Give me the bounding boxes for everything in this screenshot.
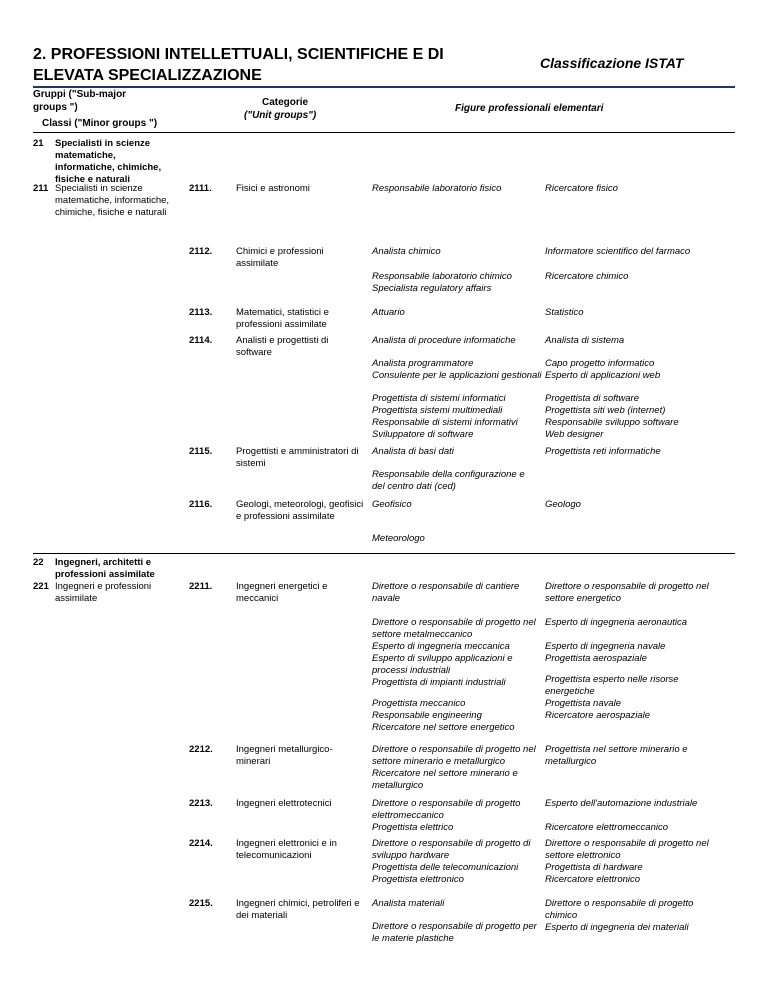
- category-label: Ingegneri chimici, petroliferi e dei materiali: [236, 898, 360, 921]
- page-title: 2. PROFESSIONI INTELLETTUALI, SCIENTIFICHE E DI ELEVATA SPECIALIZZAZIONE: [33, 46, 444, 84]
- figure-item: Attuario: [372, 307, 405, 318]
- group-code: 22: [33, 557, 44, 568]
- figure-item: Progettista nel settore minerario e metallurgico: [545, 744, 688, 767]
- category-code: 2111.: [189, 183, 212, 194]
- category-code: 2115.: [189, 446, 213, 457]
- figure-item: Esperto di ingegneria navale Progettista aerospaziale: [545, 641, 666, 664]
- figure-item: Direttore o responsabile di progetto nel settore energetico: [545, 581, 709, 604]
- figure-item: Esperto dell'automazione industriale: [545, 798, 698, 809]
- class-code: 211: [33, 183, 49, 194]
- category-code: 2211.: [189, 581, 213, 592]
- header-figure: Figure professionali elementari: [455, 103, 604, 114]
- section-separator: [33, 553, 735, 554]
- figure-item: Progettista meccanico Responsabile engineering Ricercatore nel settore energetico: [372, 698, 515, 733]
- category-code: 2112.: [189, 246, 213, 257]
- header-categorie-1: Categorie: [262, 97, 309, 108]
- category-label: Ingegneri elettronici e in telecomunicazioni: [236, 838, 337, 861]
- figure-item: Responsabile laboratorio fisico: [372, 183, 502, 194]
- figure-item: Meteorologo: [372, 533, 425, 544]
- figure-item: Analista materiali: [372, 898, 445, 909]
- class-label: Ingegneri e professioni assimilate: [55, 581, 152, 604]
- category-label: Matematici, statistici e professioni assimilate: [236, 307, 329, 330]
- figure-item: Ricercatore fisico: [545, 183, 618, 194]
- classification-label: Classificazione ISTAT: [540, 55, 684, 71]
- category-code: 2215.: [189, 898, 213, 909]
- figure-item: Informatore scientifico del farmaco: [545, 246, 691, 257]
- figure-item: Capo progetto informatico Esperto di applicazioni web: [545, 358, 661, 381]
- figure-item: Direttore o responsabile di progetto nel settore minerario e metallurgico Ricercatore nel settore minerario e metallurgico: [372, 744, 536, 791]
- figure-item: Progettista di sistemi informatici Progettista sistemi multimediali Responsabile di sistemi informativi Sviluppatore di software: [372, 393, 518, 440]
- header-rule: [33, 86, 735, 88]
- figure-item: Analista di basi dati: [372, 446, 454, 457]
- class-label: Specialisti in scienze matematiche, informatiche, chimiche, fisiche e naturali: [55, 183, 170, 218]
- figure-item: Analista programmatore Consulente per le applicazioni gestionali: [372, 358, 542, 381]
- figure-item: Ricercatore chimico: [545, 271, 629, 282]
- header-gruppi-1: Gruppi ("Sub-major: [33, 89, 127, 100]
- figure-item: Direttore o responsabile di cantiere navale: [372, 581, 520, 604]
- figure-item: Statistico: [545, 307, 584, 318]
- category-code: 2212.: [189, 744, 213, 755]
- group-label: Ingegneri, architetti e professioni assimilate: [55, 557, 155, 580]
- figure-item: Direttore o responsabile di progetto per le materie plastiche: [372, 921, 537, 944]
- category-label: Chimici e professioni assimilate: [236, 246, 324, 269]
- category-code: 2214.: [189, 838, 213, 849]
- figure-item: Direttore o responsabile di progetto elettromeccanico Progettista elettrico: [372, 798, 521, 833]
- header-separator: [33, 132, 735, 133]
- category-code: 2116.: [189, 499, 213, 510]
- group-label: Specialisti in scienze matematiche, informatiche, chimiche, fisiche e naturali: [55, 138, 162, 185]
- header-gruppi-2: groups "): [33, 102, 78, 113]
- figure-item: Direttore o responsabile di progetto nel settore elettronico Progettista di hardware Ricercatore elettronico: [545, 838, 709, 885]
- figure-item: Progettista di software Progettista siti web (internet) Responsabile sviluppo software Web designer: [545, 393, 679, 440]
- category-label: Ingegneri metallurgico-minerari: [236, 744, 333, 767]
- figure-item: Responsabile laboratorio chimico Specialista regulatory affairs: [372, 271, 512, 294]
- group-code: 21: [33, 138, 44, 149]
- category-label: Analisti e progettisti di software: [236, 335, 329, 358]
- figure-item: Direttore o responsabile di progetto chimico Esperto di ingegneria dei materiali: [545, 898, 694, 933]
- category-code: 2114.: [189, 335, 213, 346]
- figure-item: Progettista reti informatiche: [545, 446, 661, 457]
- class-code: 221: [33, 581, 49, 592]
- category-code: 2213.: [189, 798, 213, 809]
- figure-item: Analista di sistema: [545, 335, 625, 346]
- figure-item: Analista chimico: [372, 246, 441, 257]
- category-label: Ingegneri elettrotecnici: [236, 798, 332, 809]
- figure-item: Direttore o responsabile di progetto nel settore metalmeccanico Esperto di ingegneria meccanica Esperto di sviluppo applicazioni e processi industriali Progettista di impianti industriali: [372, 617, 536, 688]
- figure-item: Geologo: [545, 499, 581, 510]
- category-code: 2113.: [189, 307, 213, 318]
- figure-item: Responsabile della configurazione e del centro dati (ced): [372, 469, 525, 492]
- figure-item: Ricercatore elettromeccanico: [545, 822, 669, 833]
- header-classi: Classi ("Minor groups "): [42, 118, 158, 129]
- header-categorie-2: ("Unit groups"): [244, 110, 317, 121]
- figure-item: Esperto di ingegneria aeronautica: [545, 617, 688, 628]
- figure-item: Progettista esperto nelle risorse energetiche Progettista navale Ricercatore aerospaziale: [545, 674, 679, 721]
- figure-item: Direttore o responsabile di progetto di sviluppo hardware Progettista delle telecomunicazioni Progettista elettronico: [372, 838, 531, 885]
- category-label: Fisici e astronomi: [236, 183, 310, 194]
- figure-item: Analista di procedure informatiche: [372, 335, 516, 346]
- category-label: Ingegneri energetici e meccanici: [236, 581, 328, 604]
- figure-item: Geofisico: [372, 499, 412, 510]
- category-label: Progettisti e amministratori di sistemi: [236, 446, 359, 469]
- category-label: Geologi, meteorologi, geofisici e professioni assimilate: [236, 499, 364, 522]
